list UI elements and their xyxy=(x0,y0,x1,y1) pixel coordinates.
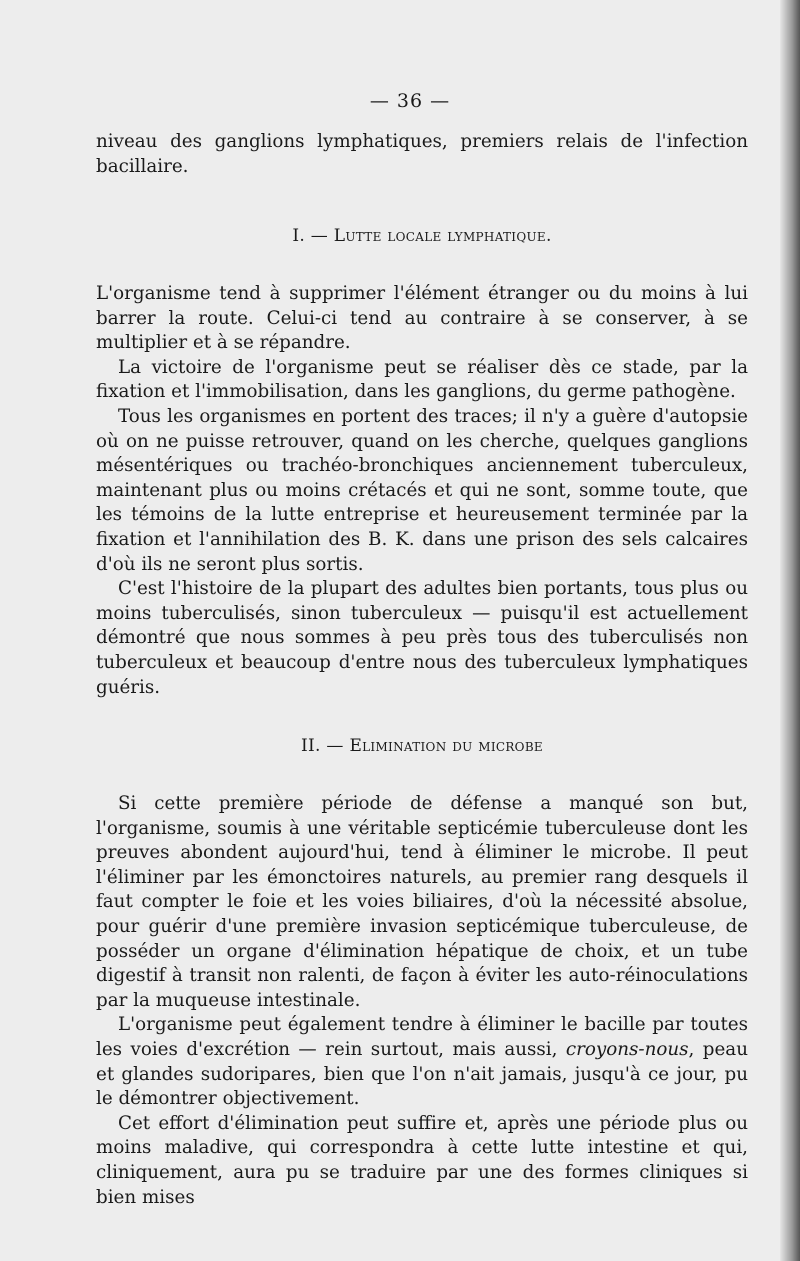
section-1-paragraph-1: L'organisme tend à supprimer l'élément étranger ou du moins à lui barrer la route. Celui-ci tend au contraire à se conserver, à se multiplier et à se répandre. xyxy=(96,283,748,354)
section-1-paragraph-2: La victoire de l'organisme peut se réaliser dès ce stade, par la fixation et l'immobilisation, dans les ganglions, du germe pathogène. xyxy=(96,356,748,403)
section-2-paragraph-3: Cet effort d'élimination peut suffire et, après une période plus ou moins maladive, qui correspondra à cette lutte intestine et qui, cliniquement, aura pu se traduire par une des formes cliniques si bien mises xyxy=(96,1112,748,1208)
section-1-body xyxy=(96,282,748,700)
section-2-paragraph-1: Si cette première période de défense a manqué son but, l'organisme, soumis à une véritable septicémie tuberculeuse dont les preuves abondent aujourd'hui, tend à éliminer le microbe. Il peut l'éliminer par les émonctoires naturels, au premier rang desquels il faut compter le foie et les voies biliaires, d'où la nécessité absolue, pour guérir d'une première invasion septicémique tuberculeuse, de posséder un organe d'élimination hépatique de choix, et un tube digestif à transit non ralenti, de façon à éviter les auto-réinoculations par la muqueuse intestinale. xyxy=(96,793,748,1011)
section-2-paragraph-2 xyxy=(96,1013,748,1111)
page-number: — 36 — xyxy=(369,90,451,112)
section-2-paragraph-2-italic: croyons-nous xyxy=(565,1038,689,1060)
section-1-numeral: I. — xyxy=(292,226,329,246)
section-2-heading xyxy=(96,736,748,756)
section-1-paragraph-4: C'est l'histoire de la plupart des adultes bien portants, tous plus ou moins tuberculisés, sinon tuberculeux — puisqu'il est actuellement démontré que nous sommes à peu près tous des tuberculisés non tuberculeux et beaucoup d'entre nous des tuberculeux lymphatiques guéris. xyxy=(96,578,748,698)
section-1-title: Lutte locale lymphatique. xyxy=(333,226,552,246)
section-2-paragraph-2-start: L'organisme peut également tendre à éliminer le bacille par toutes les voies d'excrétion — rein surtout, mais aussi, xyxy=(96,1014,748,1060)
intro-paragraph: niveau des ganglions lymphatiques, premiers relais de l'infection bacillaire. xyxy=(96,131,748,177)
section-1-heading xyxy=(96,226,748,246)
page-edge-shadow xyxy=(780,0,800,1261)
section-2-paragraph-2-end: , peau et glandes sudoripares, bien que l'on n'ait jamais, jusqu'à ce jour, pu le démontrer objectivement. xyxy=(96,1038,748,1110)
section-1-paragraph-3: Tous les organismes en portent des traces; il n'y a guère d'autopsie où on ne puisse retrouver, quand on les cherche, quelques ganglions mésentériques ou trachéo-bronchiques anciennement tuberculeux, maintenant plus ou moins crétacés et qui ne sont, somme toute, que les témoins de la lutte entreprise et heureusement terminée par la fixation et l'annihilation des B. K. dans une prison des sels calcaires d'où ils ne seront plus sortis. xyxy=(96,405,748,575)
section-2-body xyxy=(96,792,748,1210)
section-2-title: Elimination du microbe xyxy=(349,736,543,756)
section-2-numeral: II. — xyxy=(300,736,344,756)
intro-text xyxy=(96,130,748,179)
